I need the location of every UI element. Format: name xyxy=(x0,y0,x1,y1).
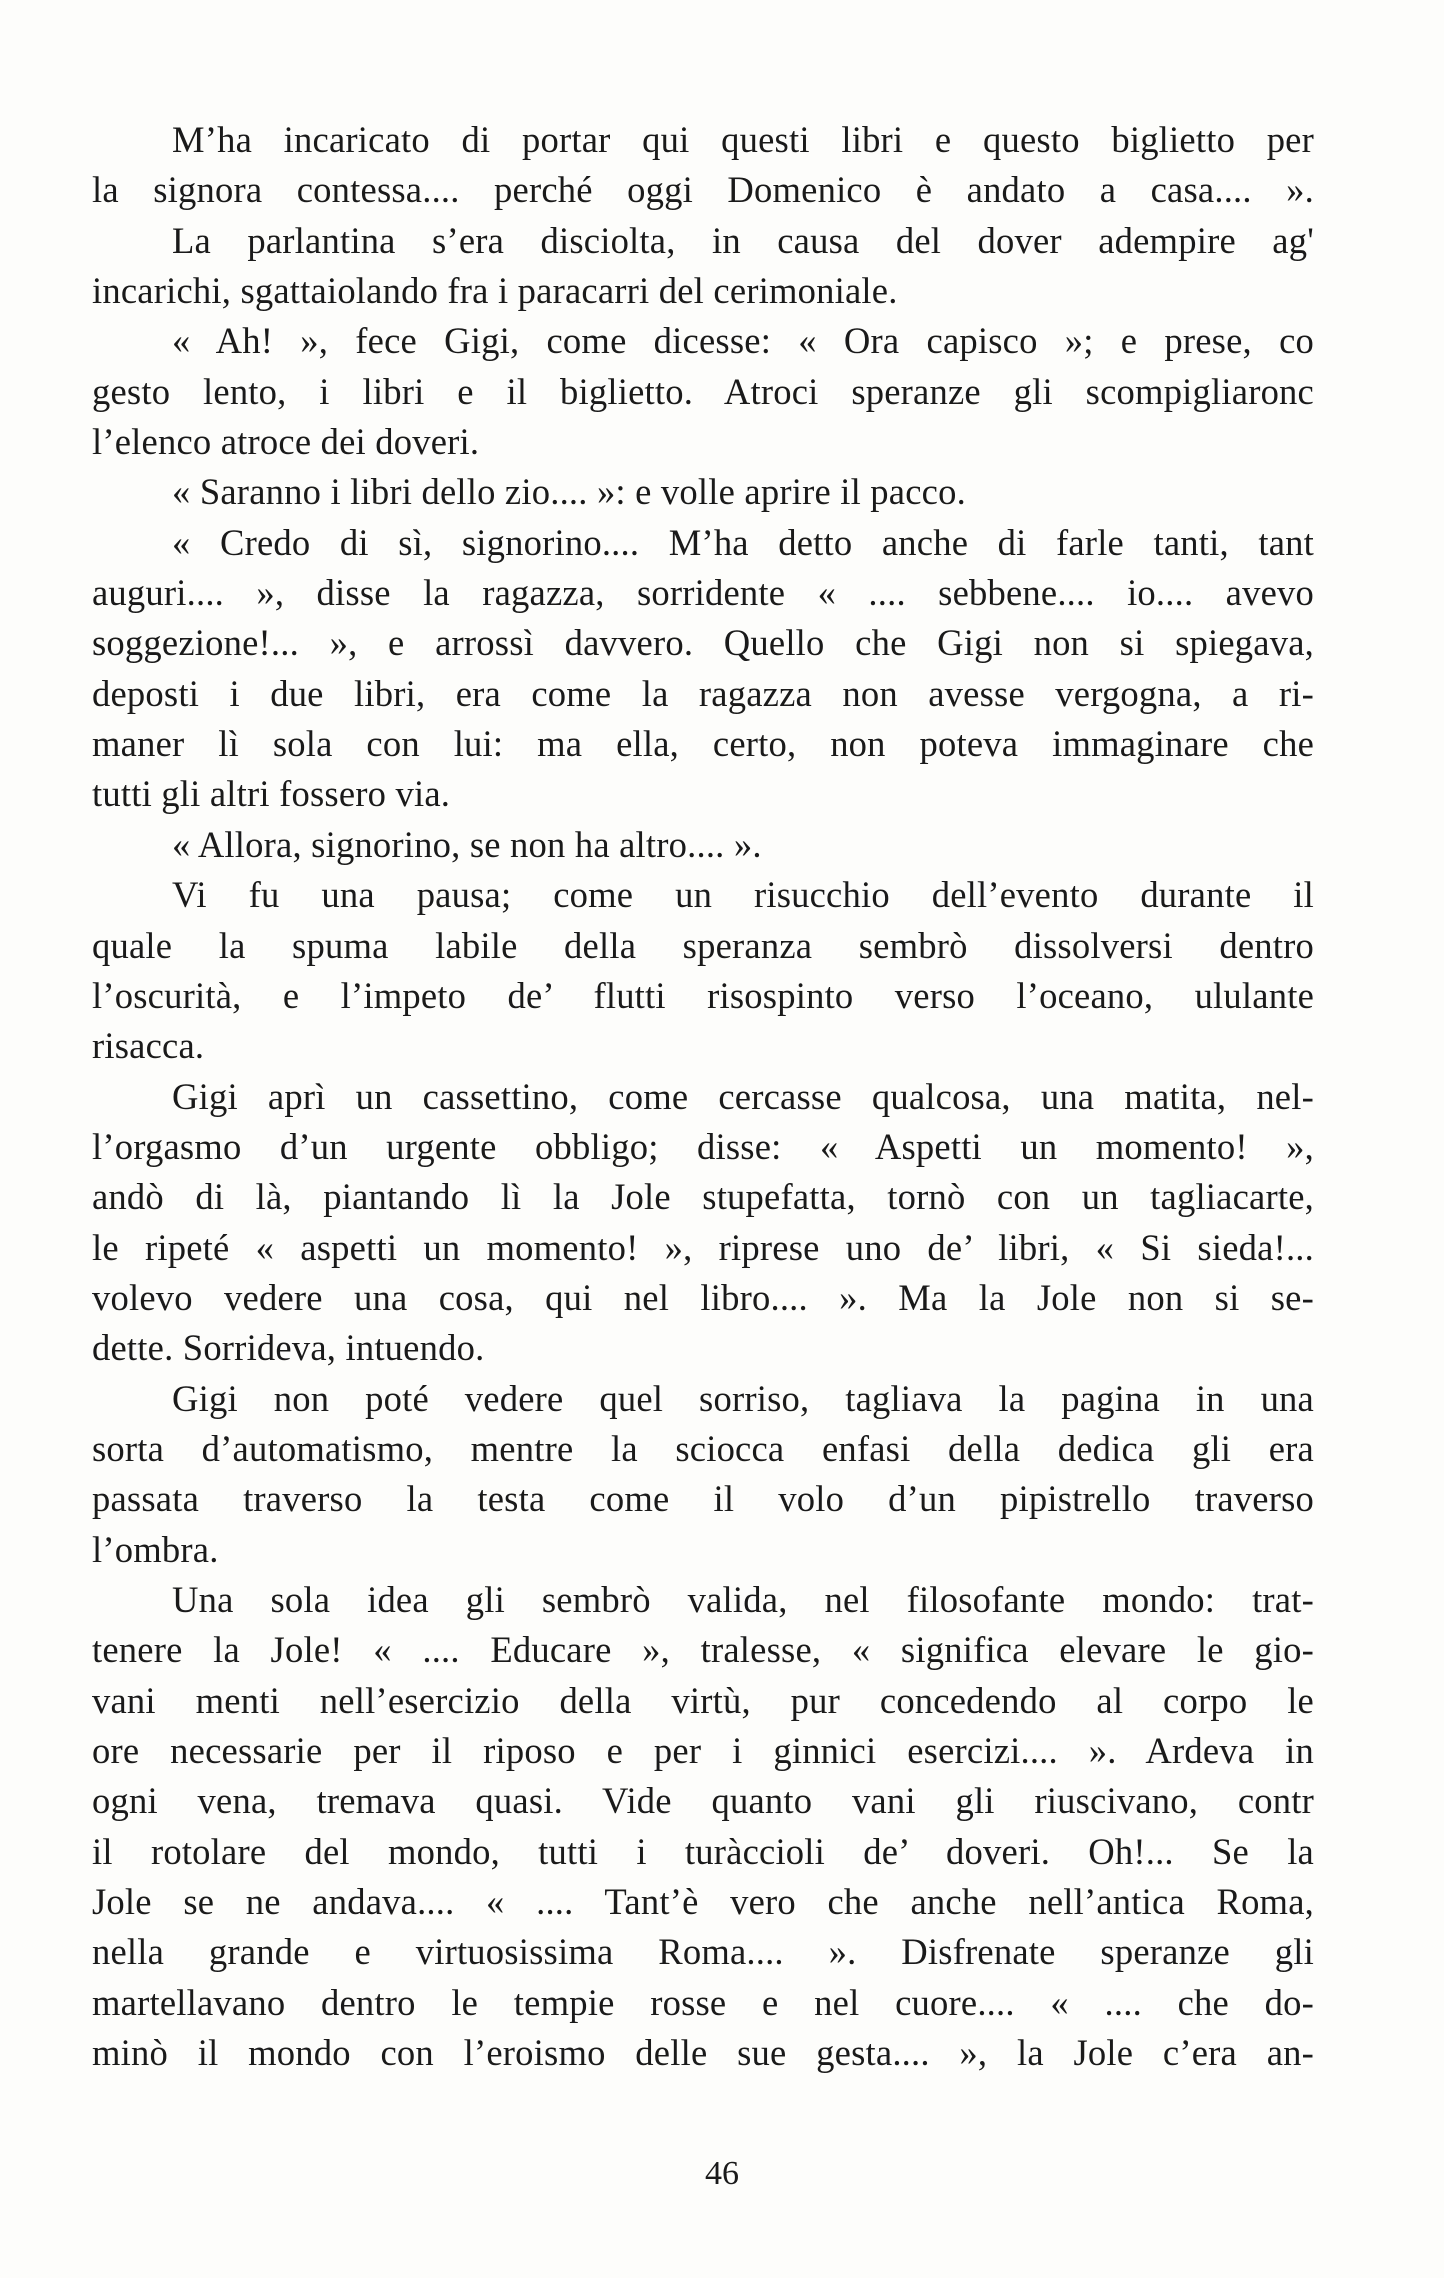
text-line: tenere la Jole! « .... Educare », tralesse, « significa elevare le gio- xyxy=(92,1629,1314,1671)
text-line: deposti i due libri, era come la ragazza non avesse vergogna, a ri- xyxy=(92,672,1314,714)
text-line: vani menti nell’esercizio della virtù, pur concedendo al corpo le xyxy=(92,1679,1314,1721)
text-line: La parlantina s’era disciolta, in causa del dover adempire ag' xyxy=(172,219,1314,261)
text-line: risacca. xyxy=(92,1025,205,1067)
text-line: ogni vena, tremava quasi. Vide quanto vani gli riuscivano, contr xyxy=(92,1780,1314,1822)
text-line: M’ha incaricato di portar qui questi libri e questo biglietto per xyxy=(172,119,1314,160)
text-line: la signora contessa.... perché oggi Domenico è andato a casa.... ». xyxy=(92,169,1314,211)
text-line: « Credo di sì, signorino.... M’ha detto anche di farle tanti, tant xyxy=(172,521,1314,563)
text-line: sorta d’automatismo, mentre la sciocca enfasi della dedica gli era xyxy=(92,1427,1314,1469)
text-line: il rotolare del mondo, tutti i turàccioli de’ doveri. Oh!... Se la xyxy=(92,1830,1314,1872)
text-line: minò il mondo con l’eroismo delle sue gesta.... », la Jole c’era an- xyxy=(92,2032,1314,2074)
text-line: l’ombra. xyxy=(92,1528,219,1570)
text-line: gesto lento, i libri e il biglietto. Atroci speranze gli scompigliaronc xyxy=(92,370,1314,412)
text-line: passata traverso la testa come il volo d’un pipistrello traverso xyxy=(92,1478,1314,1520)
text-line: andò di là, piantando lì la Jole stupefatta, tornò con un tagliacarte, xyxy=(92,1176,1314,1218)
text-line: Gigi aprì un cassettino, come cercasse qualcosa, una matita, nel- xyxy=(172,1075,1314,1117)
text-line: « Saranno i libri dello zio.... »: e volle aprire il pacco. xyxy=(172,471,966,513)
text-line: « Ah! », fece Gigi, come dicesse: « Ora capisco »; e prese, co xyxy=(172,320,1314,362)
text-line: le ripeté « aspetti un momento! », riprese uno de’ libri, « Si sieda!... xyxy=(92,1226,1314,1268)
text-line: auguri.... », disse la ragazza, sorridente « .... sebbene.... io.... avevo xyxy=(92,572,1314,614)
text-line: Vi fu una pausa; come un risucchio dell’evento durante il xyxy=(172,874,1314,916)
text-line: dette. Sorrideva, intuendo. xyxy=(92,1327,485,1369)
text-line: soggezione!... », e arrossì davvero. Quello che Gigi non si spiegava, xyxy=(92,622,1314,664)
text-line: Una sola idea gli sembrò valida, nel filosofante mondo: trat- xyxy=(172,1578,1314,1620)
body-text xyxy=(92,115,1314,2078)
text-line: nella grande e virtuosissima Roma.... ». Disfrenate speranze gli xyxy=(92,1931,1314,1973)
text-line: volevo vedere una cosa, qui nel libro.... ». Ma la Jole non si se- xyxy=(92,1276,1314,1318)
text-line: maner lì sola con lui: ma ella, certo, non poteva immaginare che xyxy=(92,723,1314,765)
text-line: ore necessarie per il riposo e per i ginnici esercizi.... ». Ardeva in xyxy=(92,1730,1314,1771)
text-line: l’elenco atroce dei doveri. xyxy=(92,421,480,463)
text-line: incarichi, sgattaiolando fra i paracarri del cerimoniale. xyxy=(92,270,898,312)
text-line: l’orgasmo d’un urgente obbligo; disse: « Aspetti un momento! », xyxy=(92,1125,1314,1167)
text-line: l’oscurità, e l’impeto de’ flutti risospinto verso l’oceano, ululante xyxy=(92,974,1314,1016)
text-line: martellavano dentro le tempie rosse e nel cuore.... « .... che do- xyxy=(92,1981,1314,2023)
text-line: tutti gli altri fossero via. xyxy=(92,773,451,815)
text-line: quale la spuma labile della speranza sembrò dissolversi dentro xyxy=(92,924,1314,966)
page-number: 46 xyxy=(705,2155,739,2192)
text-line: Gigi non poté vedere quel sorriso, tagliava la pagina in una xyxy=(172,1377,1314,1419)
text-line: Jole se ne andava.... « .... Tant’è vero che anche nell’antica Roma, xyxy=(92,1881,1314,1923)
text-line: « Allora, signorino, se non ha altro.... ». xyxy=(172,823,762,865)
